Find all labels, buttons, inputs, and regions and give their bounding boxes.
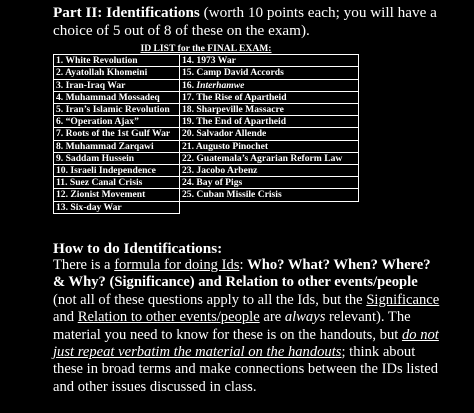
id-list-header: ID LIST for the FINAL EXAM: [54,43,359,55]
id-item-number: 16. [182,79,197,91]
id-item: 6. “Operation Ajax” [54,116,180,128]
id-item: 9. Saddam Hussein [54,152,180,164]
id-item: 24. Bay of Pigs [180,177,359,189]
not-repeat-text: do not just repeat verbatim the material on the handouts [53,326,439,361]
table-row [54,91,359,103]
id-item: 14. 1973 War [180,55,359,67]
table-row [54,67,359,79]
id-item: 11. Suez Canal Crisis [54,177,180,189]
id-item: 2. Ayatollah Khomeini [54,67,180,79]
howto-text: There is a [53,257,115,273]
significance-text: Significance [366,291,440,308]
howto-title: How to do Identifications: [53,240,223,257]
id-item [180,79,359,91]
table-row [54,116,359,128]
table-row [54,55,359,67]
id-item: 25. Cuban Missile Crisis [180,189,359,201]
id-item: 19. The End of Apartheid [180,116,359,128]
relation-text: Relation to other events/people [77,309,260,326]
howto-text: relevant). The material you need to know for these is on the handouts, but [53,309,411,343]
id-list-table [53,43,359,214]
table-row [54,165,359,177]
id-item: 1. White Revolution [54,55,180,67]
section-title: Part II: Identifications [53,4,200,21]
id-item: 12. Zionist Movement [54,189,180,201]
id-item: 21. Augusto Pinochet [180,140,359,152]
id-item: 5. Iran’s Islamic Revolution [54,104,180,116]
id-item: 13. Six-day War [54,201,180,213]
id-item: 18. Sharpeville Massacre [180,104,359,116]
identifications-section [53,4,443,214]
questions-text: Who? What? When? Where? & Why? (Significance) and Relation to other events/people [53,257,431,291]
table-row [54,201,359,213]
id-item: 15. Camp David Accords [180,67,359,79]
table-row [54,128,359,140]
id-item: 10. Israeli Independence [54,165,180,177]
howto-text: and [53,309,78,326]
id-item: 7. Roots of the 1st Gulf War [54,128,180,140]
table-row [54,104,359,116]
id-item: 4. Muhammad Mossadeq [54,91,180,103]
howto-text: (not all of these questions apply to all the Ids, but the [53,291,367,308]
table-row [54,140,359,152]
howto-section [53,240,443,396]
id-item: 8. Muhammad Zarqawi [54,140,180,152]
empty-cell [180,201,359,213]
howto-body [53,257,443,396]
id-item: 17. The Rise of Apartheid [180,91,359,103]
id-item: 22. Guatemala’s Agrarian Reform Law [180,152,359,164]
id-item-italic-text: Interhamwe [196,79,245,91]
table-row [54,177,359,189]
howto-text: ; think about these in broad terms and make connections between the IDs listed and other issues discussed in class. [53,344,438,395]
section-note: (worth 10 points each; you will have a choice of 5 out of 8 of these on the exam). [53,4,437,39]
id-item: 20. Salvador Allende [180,128,359,140]
table-row [54,79,359,91]
section-heading [53,4,443,40]
table-row [54,152,359,164]
always-text: always [284,309,326,326]
id-item: 3. Iran-Iraq War [54,79,180,91]
howto-text: are [259,309,285,326]
id-item: 23. Jacobo Arbenz [180,165,359,177]
formula-link-text: formula for doing Ids [114,257,240,273]
table-row [54,189,359,201]
howto-text: : [239,257,248,273]
